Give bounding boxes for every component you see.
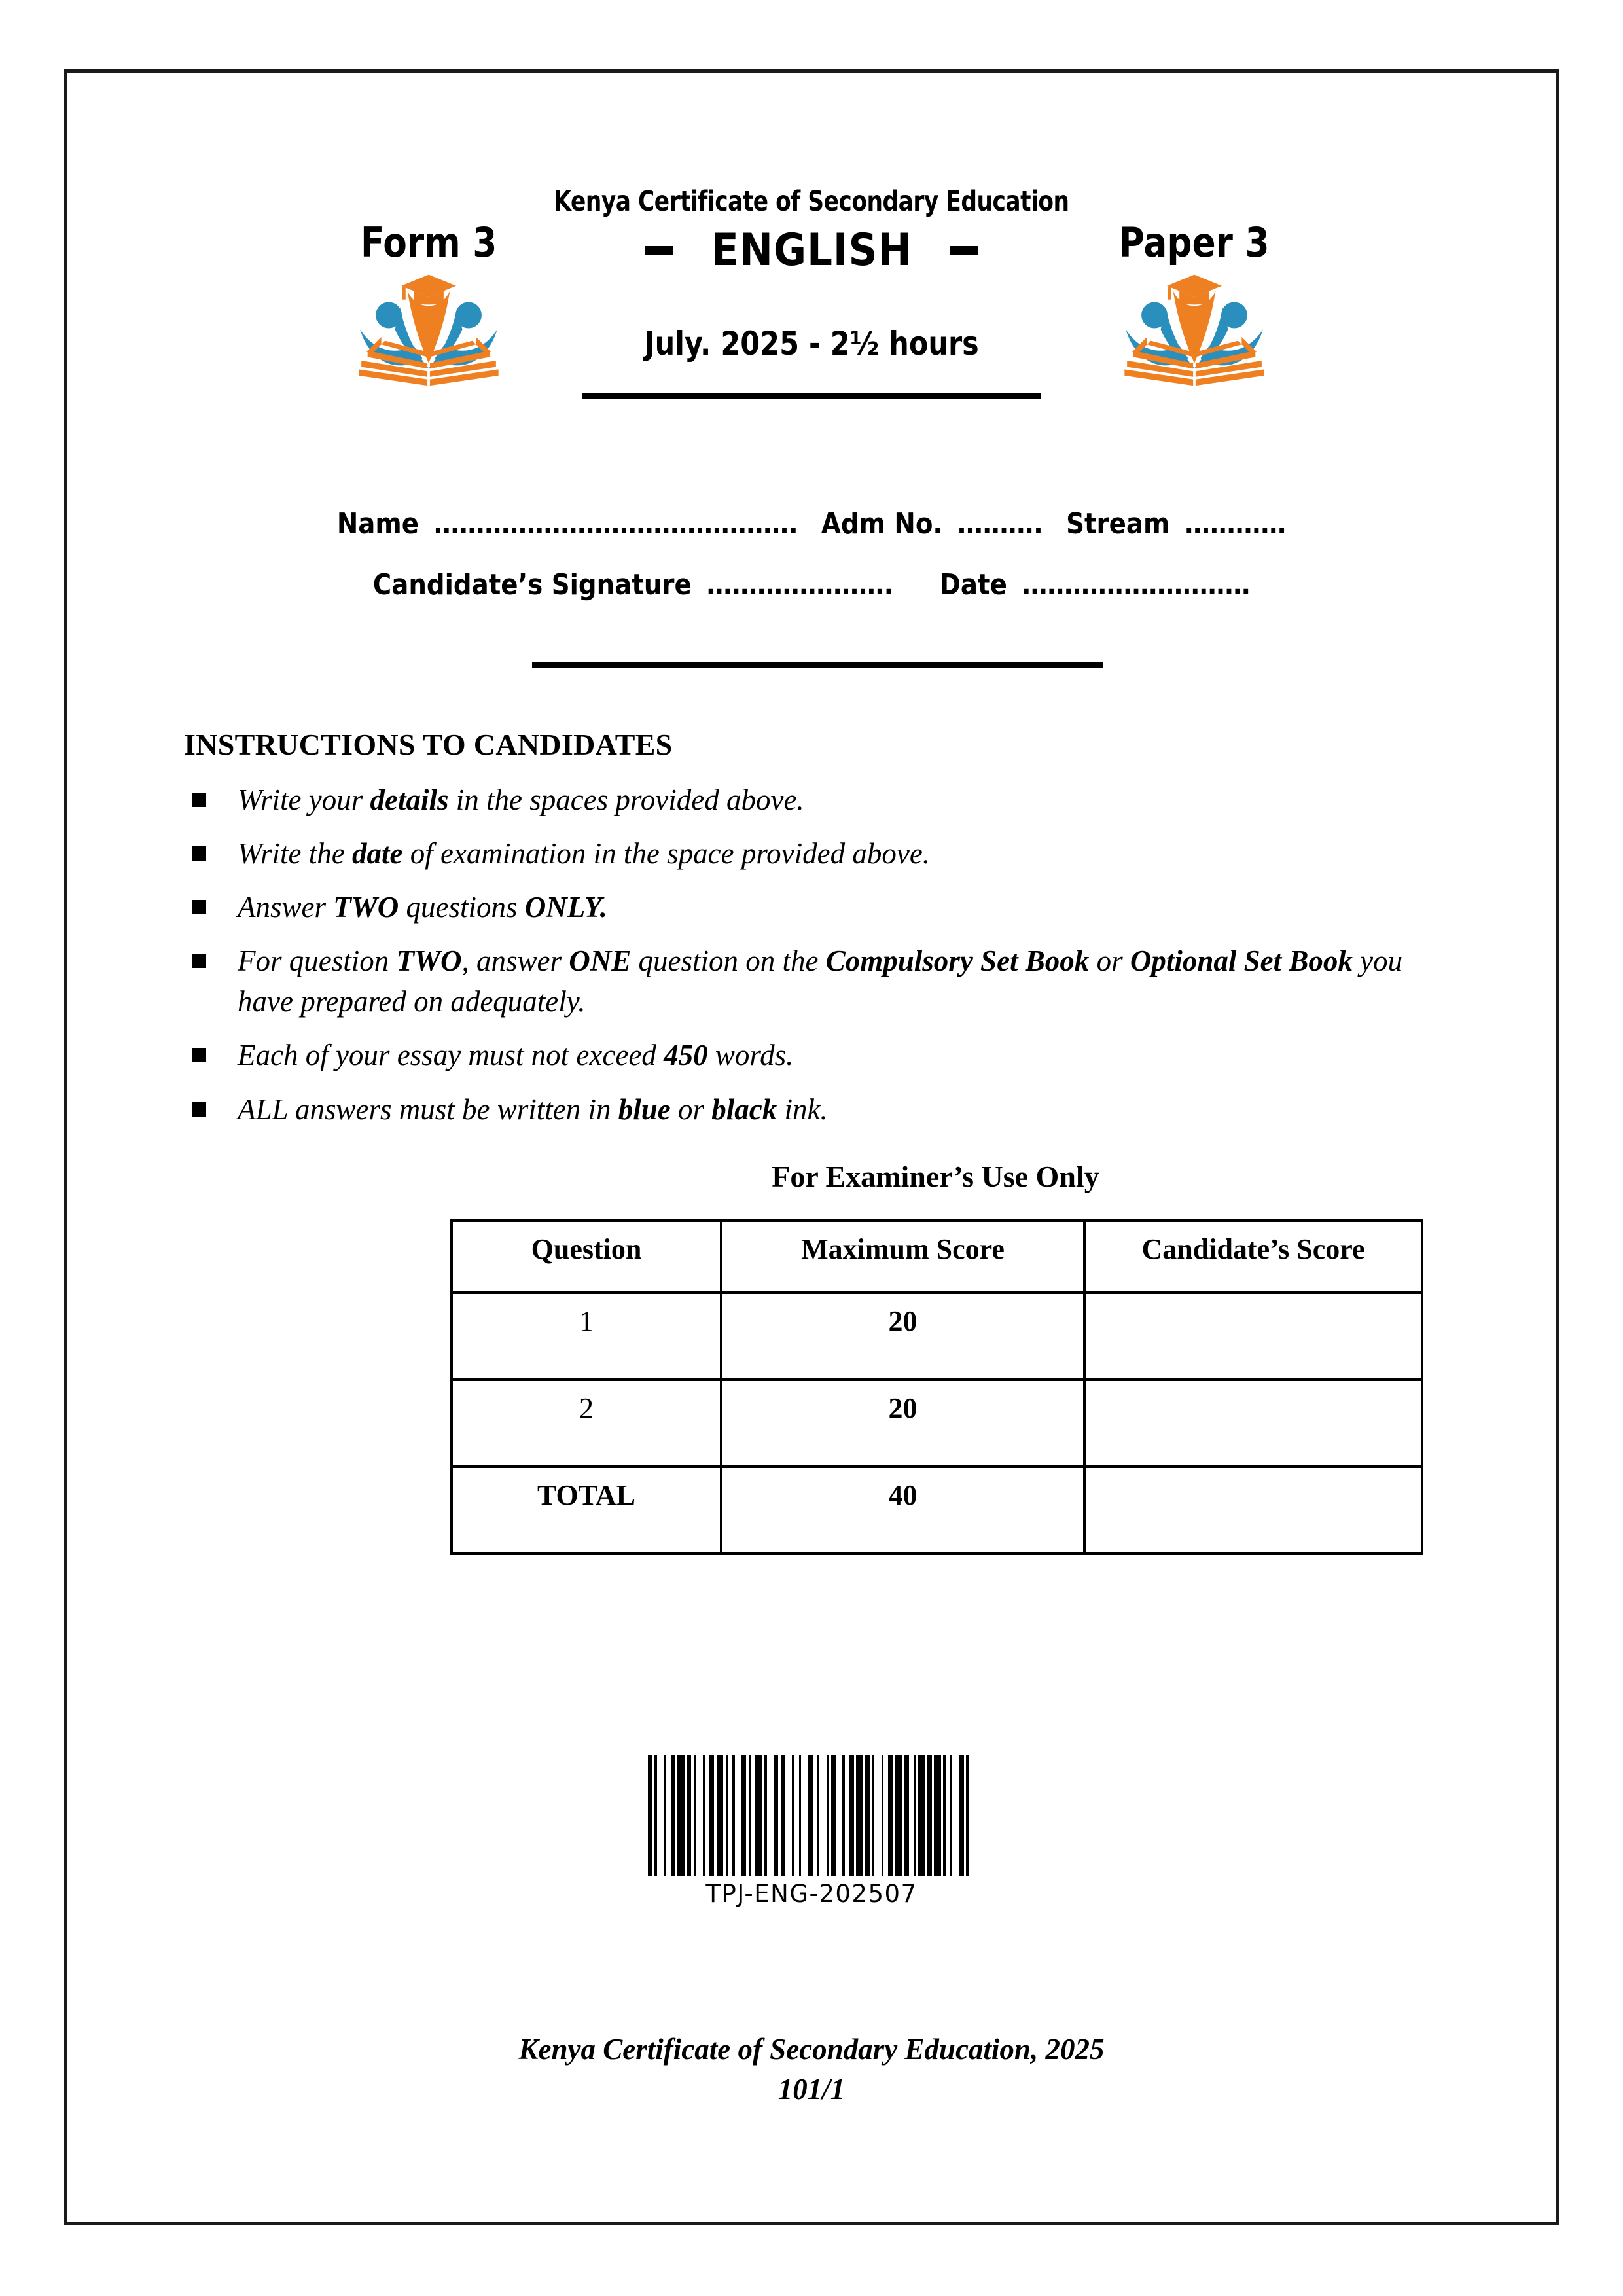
exam-board-title: Kenya Certificate of Secondary Education [554,185,1069,218]
adm-no-field-label: Adm No. [821,507,943,541]
form-label: Form 3 [360,219,497,266]
instruction-text: Write the date of examination in the space provided above. [238,837,931,870]
cell-question: TOTAL [452,1467,721,1554]
education-graduate-book-logo-left [353,270,504,401]
cell-maximum-score: 20 [721,1293,1084,1380]
instruction-text: ALL answers must be written in blue or black ink. [238,1092,828,1126]
dash-right-icon [950,246,978,255]
footer-line-1: Kenya Certificate of Secondary Education, 2025 [518,2033,1105,2066]
name-field-label: Name [336,507,419,541]
header-left [321,219,537,401]
bullet-square-icon [192,846,206,861]
signature-field-label: Candidate’s Signature [372,568,692,601]
instruction-item [184,941,1467,1022]
candidate-divider-rule-wrap [67,662,1556,668]
stream-field-label: Stream [1066,507,1170,541]
subject-line [645,224,978,276]
footer-line-2: 101/1 [777,2072,846,2106]
bullet-square-icon [192,1048,206,1062]
name-field-input[interactable]: ……………………………………. [433,507,798,541]
stream-field-input[interactable]: ………… [1185,507,1287,541]
instruction-text: Answer TWO questions ONLY. [238,891,607,924]
instruction-item [184,780,1467,820]
instructions-list [184,780,1467,1143]
bullet-square-icon [192,1102,206,1117]
barcode-image [648,1755,976,1876]
cell-candidate-score[interactable] [1084,1467,1422,1554]
candidate-row-1 [156,507,1466,541]
table-row [452,1293,1422,1380]
instruction-text: For question TWO, answer ONE question on the Compulsory Set Book or Optional Set Book you have prepared on adequately. [238,944,1403,1018]
page-footer [67,2030,1556,2109]
examiner-score-table [450,1219,1423,1555]
bullet-square-icon [192,900,206,914]
cell-candidate-score[interactable] [1084,1293,1422,1380]
instruction-item [184,833,1467,874]
table-row [452,1467,1422,1554]
cell-question: 2 [452,1380,721,1467]
instruction-text: Each of your essay must not exceed 450 words. [238,1039,794,1072]
cell-maximum-score: 20 [721,1380,1084,1467]
header-row [67,219,1556,401]
instruction-text: Write your details in the spaces provided above. [238,783,804,816]
exam-datetime: July. 2025 - 2½ hours [644,325,979,363]
header-divider-rule [582,393,1041,399]
page-border-frame [64,69,1559,2225]
cell-question: 1 [452,1293,721,1380]
bullet-square-icon [192,954,206,968]
column-header-question: Question [452,1221,721,1293]
header-center [537,222,1086,399]
header-right [1086,219,1302,401]
table-header-row [452,1221,1422,1293]
instructions-heading: INSTRUCTIONS TO CANDIDATES [184,728,673,761]
cell-maximum-score: 40 [721,1467,1084,1554]
exam-header [67,73,1556,601]
barcode-block [67,1755,1556,1908]
adm-no-field-input[interactable]: ………. [957,507,1043,541]
cell-candidate-score[interactable] [1084,1380,1422,1467]
instruction-item [184,1035,1467,1075]
date-field-label: Date [939,568,1007,601]
examiner-table-heading: For Examiner’s Use Only [772,1160,1099,1193]
candidate-row-2 [156,568,1466,601]
signature-field-input[interactable]: …………………. [706,568,894,601]
subject-name: ENGLISH [711,224,912,276]
candidate-fields [67,507,1556,601]
education-graduate-book-logo-right [1119,270,1270,401]
paper-label: Paper 3 [1119,219,1270,266]
column-header-maximum-score: Maximum Score [721,1221,1084,1293]
instruction-item [184,1089,1467,1130]
table-row [452,1380,1422,1467]
dash-left-icon [645,246,673,255]
candidate-divider-rule [532,662,1103,668]
barcode-label: TPJ-ENG-202507 [705,1880,918,1908]
date-field-input[interactable]: ……………………… [1022,568,1251,601]
bullet-square-icon [192,793,206,807]
column-header-candidate-score: Candidate’s Score [1084,1221,1422,1293]
instruction-item [184,887,1467,927]
